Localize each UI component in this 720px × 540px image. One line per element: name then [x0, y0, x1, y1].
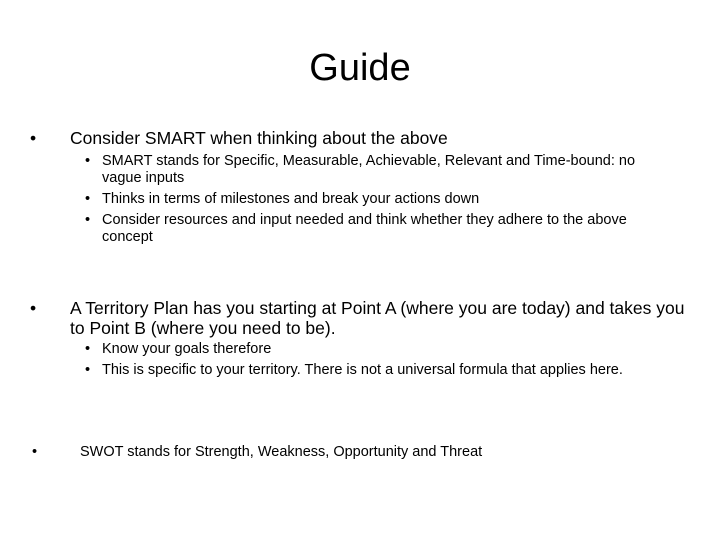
sub-bullet-text: Know your goals therefore	[102, 341, 272, 357]
bullet-text: Consider SMART when thinking about the above	[70, 128, 448, 148]
bullet-text: A Territory Plan has you starting at Point A (where you are today) and takes you to Point B (where you need to be).	[70, 298, 685, 338]
bullet-dot: •	[30, 298, 37, 318]
bullet-dot: •	[85, 191, 91, 207]
sub-bullet-text: This is specific to your territory. There is not a universal formula that applies here.	[102, 362, 623, 378]
sub-bullet-text: Thinks in terms of milestones and break your actions down	[102, 191, 480, 207]
bullet-dot: •	[85, 341, 91, 357]
bullet-dot: •	[30, 128, 37, 148]
sub-bullet-text: SMART stands for Specific, Measurable, Achievable, Relevant and Time-bound: no vague inputs	[102, 153, 636, 186]
bullet-dot: •	[85, 153, 91, 169]
bullet-dot: •	[85, 362, 91, 378]
sub-bullet-text: Consider resources and input needed and think whether they adhere to the above concept	[102, 212, 627, 245]
bullet-text: SWOT stands for Strength, Weakness, Opportunity and Threat	[80, 444, 483, 460]
slide-title: Guide	[309, 47, 411, 89]
bullet-dot: •	[85, 212, 91, 228]
bullet-dot: •	[32, 444, 38, 460]
